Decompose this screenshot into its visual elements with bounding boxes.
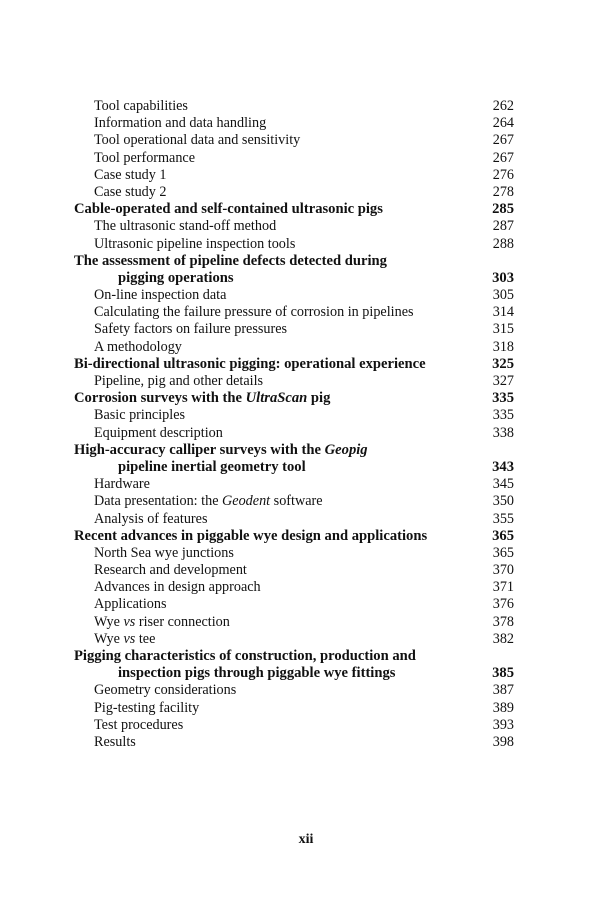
toc-entry xyxy=(74,356,514,373)
toc-entry xyxy=(74,459,514,476)
toc-title xyxy=(94,287,226,303)
toc-title-text: Recent advances in piggable wye design and applications xyxy=(74,527,428,544)
toc-subentry xyxy=(74,287,514,304)
toc-title-italic: vs xyxy=(123,613,136,630)
toc-title-text: Tool capabilities xyxy=(94,98,188,114)
toc-page-number: 262 xyxy=(492,98,514,114)
toc-page-number: 314 xyxy=(492,304,514,321)
toc-entry xyxy=(74,665,514,682)
toc-title-text: On-line inspection data xyxy=(94,287,227,304)
toc-title-text: Research and development xyxy=(94,562,247,579)
toc-title-italic: vs xyxy=(123,630,136,647)
toc-subentry xyxy=(74,476,514,493)
toc-title xyxy=(94,98,188,114)
toc-subentry xyxy=(74,304,514,321)
toc-title xyxy=(94,493,323,509)
toc-title-text: tee xyxy=(135,630,156,647)
toc-subentry xyxy=(74,562,514,579)
toc-title-text: Data presentation: the xyxy=(94,493,223,510)
toc-title xyxy=(94,562,247,578)
toc-title xyxy=(74,648,416,664)
toc-page-number: 318 xyxy=(492,338,514,355)
toc-page-number: 350 xyxy=(492,493,514,510)
toc-title-text: Wye xyxy=(94,630,124,647)
toc-title xyxy=(74,528,427,544)
toc-page-number: 387 xyxy=(492,682,514,699)
toc-subentry xyxy=(74,115,514,132)
toc-page-number: 389 xyxy=(492,699,514,716)
toc-title-text: Safety factors on failure pressures xyxy=(94,321,288,338)
toc-page-number: 285 xyxy=(492,201,514,218)
toc-page-number: 303 xyxy=(492,269,514,286)
toc-page-number: 267 xyxy=(492,132,514,149)
toc-entry xyxy=(74,253,514,270)
toc-page-number: 288 xyxy=(492,235,514,252)
toc-page-number: 276 xyxy=(492,166,514,183)
toc-title-text: Wye xyxy=(94,613,124,630)
toc-subentry xyxy=(74,236,514,253)
toc-title xyxy=(94,476,150,492)
toc-title-text: Corrosion surveys with the xyxy=(74,390,246,407)
toc-title xyxy=(74,253,387,269)
toc-subentry xyxy=(74,700,514,717)
toc-title-text: A methodology xyxy=(94,338,182,355)
toc-page-number: 398 xyxy=(492,733,514,750)
toc-subentry xyxy=(74,339,514,356)
toc-title xyxy=(94,717,183,733)
toc-title-text: Tool operational data and sensitivity xyxy=(94,132,301,149)
toc-title xyxy=(94,321,287,337)
toc-title-text: pipeline inertial geometry tool xyxy=(118,458,306,475)
toc-title-text: inspection pigs through piggable wye fittings xyxy=(118,665,396,682)
toc-page-number: 267 xyxy=(492,149,514,166)
toc-entry xyxy=(74,648,514,665)
toc-title-text: Equipment description xyxy=(94,424,223,441)
toc-subentry xyxy=(74,373,514,390)
toc-page-number: 345 xyxy=(492,476,514,493)
toc-title-text: The assessment of pipeline defects detected during xyxy=(74,252,387,269)
toc-subentry xyxy=(74,218,514,235)
toc-title-text: Analysis of features xyxy=(94,510,208,527)
toc-subentry xyxy=(74,682,514,699)
toc-title-italic: Geodent xyxy=(222,493,271,510)
toc-subentry xyxy=(74,184,514,201)
toc-title-italic: Geopig xyxy=(324,441,368,458)
toc-subentry xyxy=(74,321,514,338)
toc-entry xyxy=(74,201,514,218)
toc-title-text: North Sea wye junctions xyxy=(94,544,234,561)
toc-title xyxy=(118,270,234,286)
toc-page-number: 325 xyxy=(492,355,514,372)
toc-page-number: 343 xyxy=(492,458,514,475)
toc-subentry xyxy=(74,614,514,631)
toc-title-text: Information and data handling xyxy=(94,115,267,132)
toc-page-number: 378 xyxy=(492,613,514,630)
toc-subentry xyxy=(74,425,514,442)
toc-title-text: Test procedures xyxy=(94,716,184,733)
table-of-contents xyxy=(74,98,514,751)
toc-page-number: 315 xyxy=(492,321,514,338)
toc-title-text: riser connection xyxy=(135,613,230,630)
toc-title-text: Case study 1 xyxy=(94,166,167,183)
toc-page-number: 327 xyxy=(492,373,514,389)
toc-title xyxy=(94,700,199,716)
toc-entry xyxy=(74,528,514,545)
toc-title xyxy=(94,545,234,561)
toc-subentry xyxy=(74,98,514,115)
toc-subentry xyxy=(74,150,514,167)
toc-page-number: 335 xyxy=(492,407,514,424)
toc-title-text: Pig-testing facility xyxy=(94,699,200,716)
toc-title xyxy=(94,218,276,234)
toc-title-text: Results xyxy=(94,733,136,750)
toc-page-number: 335 xyxy=(492,390,514,407)
toc-title xyxy=(74,442,368,458)
toc-page-number: 385 xyxy=(492,665,514,682)
toc-title xyxy=(74,201,383,217)
toc-subentry xyxy=(74,132,514,149)
toc-subentry xyxy=(74,407,514,424)
toc-title xyxy=(94,132,300,148)
toc-title xyxy=(118,459,306,475)
toc-page-number: 338 xyxy=(492,424,514,441)
toc-title-text: Ultrasonic pipeline inspection tools xyxy=(94,235,296,252)
toc-title-text: Calculating the failure pressure of corrosion in pipelines xyxy=(94,304,414,321)
toc-title xyxy=(94,511,207,527)
toc-entry xyxy=(74,390,514,407)
toc-title-text: pigging operations xyxy=(118,269,234,286)
toc-page-number: 278 xyxy=(492,183,514,200)
toc-title xyxy=(94,150,195,166)
toc-title xyxy=(74,390,330,406)
toc-title xyxy=(94,373,263,389)
toc-title-text: software xyxy=(270,493,323,510)
toc-subentry xyxy=(74,734,514,751)
toc-subentry xyxy=(74,631,514,648)
toc-subentry xyxy=(74,167,514,184)
toc-title-text: Geometry considerations xyxy=(94,682,237,699)
toc-title xyxy=(94,236,295,252)
toc-page-number: 365 xyxy=(492,527,514,544)
toc-title xyxy=(94,631,155,647)
toc-page-number: 287 xyxy=(492,218,514,235)
toc-subentry xyxy=(74,511,514,528)
toc-page-number: 376 xyxy=(492,596,514,613)
toc-page-number: 393 xyxy=(492,716,514,733)
toc-title-text: Cable-operated and self-contained ultrasonic pigs xyxy=(74,201,383,218)
toc-subentry xyxy=(74,596,514,613)
toc-page-number: 382 xyxy=(492,630,514,647)
toc-title xyxy=(94,425,223,441)
toc-title xyxy=(94,407,185,423)
toc-title-text: Hardware xyxy=(94,476,150,493)
toc-title xyxy=(94,614,230,630)
toc-title xyxy=(94,304,414,320)
toc-title xyxy=(74,356,426,372)
toc-entry xyxy=(74,442,514,459)
toc-subentry xyxy=(74,493,514,510)
toc-title xyxy=(94,579,261,595)
toc-title-text: Basic principles xyxy=(94,407,186,424)
toc-title xyxy=(118,665,395,681)
toc-title-text: Pipeline, pig and other details xyxy=(94,373,264,389)
toc-title xyxy=(94,339,182,355)
toc-title xyxy=(94,682,236,698)
toc-title-text: Applications xyxy=(94,596,167,613)
toc-title-text: The ultrasonic stand-off method xyxy=(94,218,277,235)
toc-page-number: 355 xyxy=(492,510,514,527)
toc-page-number: 370 xyxy=(492,562,514,579)
toc-title xyxy=(94,734,136,750)
toc-title-text: Case study 2 xyxy=(94,183,167,200)
toc-title-text: High-accuracy calliper surveys with the xyxy=(74,441,325,458)
toc-title-text: pig xyxy=(307,390,331,407)
toc-title-text: Bi-directional ultrasonic pigging: operational experience xyxy=(74,355,426,372)
toc-title xyxy=(94,115,266,131)
page-folio: xii xyxy=(298,832,314,847)
toc-subentry xyxy=(74,545,514,562)
toc-title xyxy=(94,596,167,612)
toc-title xyxy=(94,167,167,183)
toc-entry xyxy=(74,270,514,287)
toc-page-number: 305 xyxy=(492,287,514,304)
toc-page-number: 371 xyxy=(492,579,514,596)
toc-title xyxy=(94,184,167,200)
toc-title-text: Tool performance xyxy=(94,149,196,166)
toc-title-text: Pigging characteristics of construction, production and xyxy=(74,648,416,664)
toc-title-italic: UltraScan xyxy=(245,390,308,407)
toc-page-number: 264 xyxy=(492,115,514,132)
toc-subentry xyxy=(74,717,514,734)
toc-subentry xyxy=(74,579,514,596)
toc-page-number: 365 xyxy=(492,544,514,561)
toc-title-text: Advances in design approach xyxy=(94,579,261,596)
